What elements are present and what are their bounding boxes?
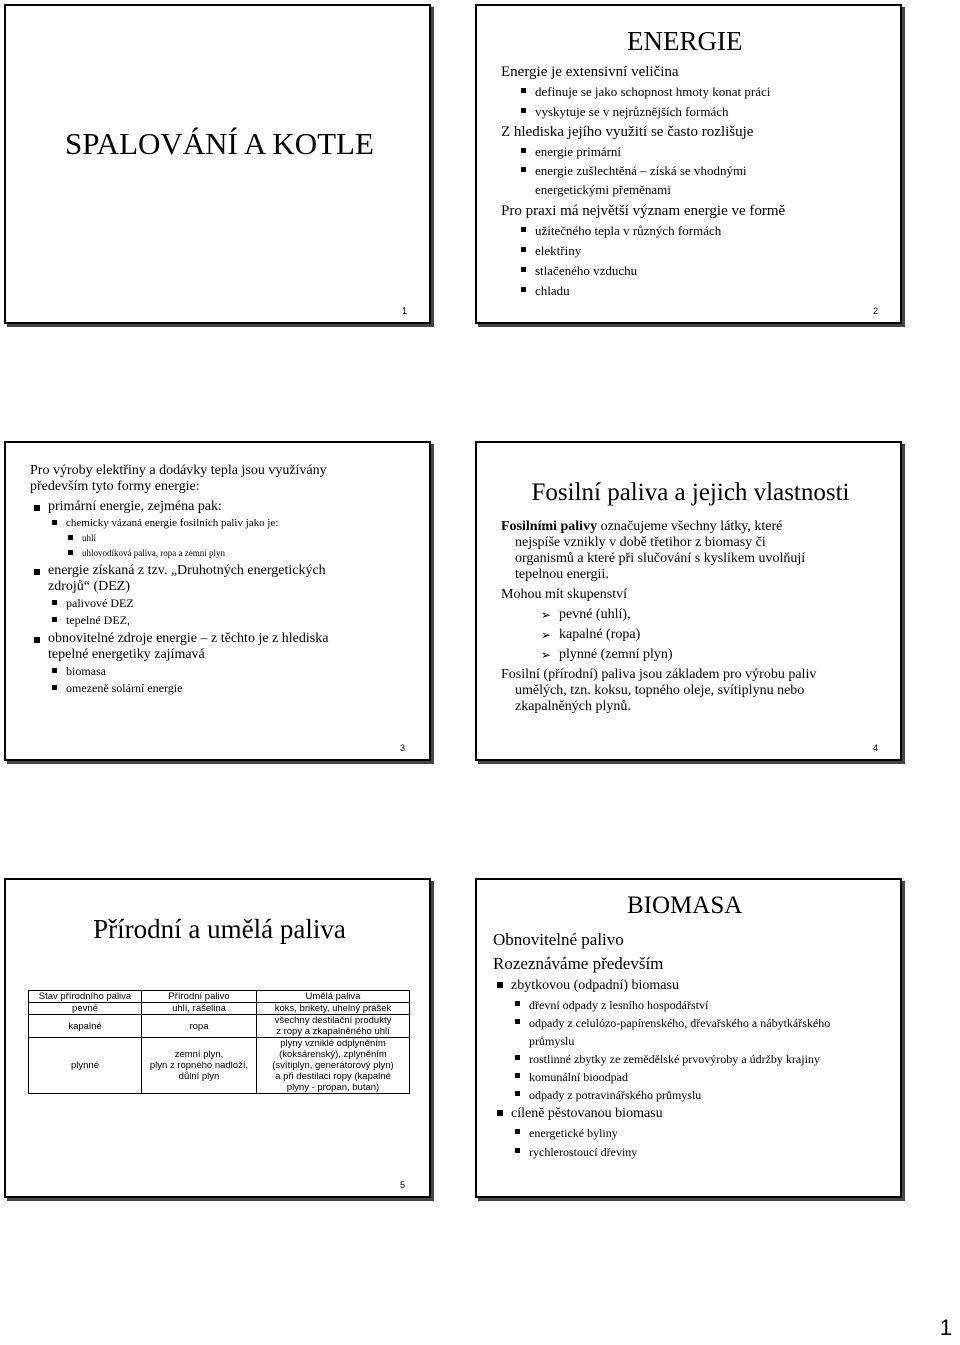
list-item: definuje se jako schopnost hmoty konat práci — [517, 82, 785, 102]
list-item: palivové DEZ — [48, 595, 328, 612]
table-cell: zemní plyn, plyn z ropného nadloží, důlní plyn — [142, 1038, 257, 1094]
list-item: obnovitelné zdroje energie – z těchto je z hlediska — [30, 631, 328, 647]
list-item: uhlovodíková paliva, ropa a zemní plyn — [64, 546, 328, 561]
slide-body — [501, 62, 785, 301]
list-item: energie primární — [517, 142, 785, 161]
table-row — [29, 1038, 410, 1094]
table-cell: všechny destilační produkty z ropy a zkapalněného uhlí — [257, 1015, 410, 1038]
paragraph-line: umělých, tzn. koksu, topného oleje, svítiplynu nebo — [515, 683, 805, 698]
slide-body — [501, 519, 816, 715]
list-item: tepelné DEZ, — [48, 612, 328, 629]
table-row — [29, 1003, 410, 1015]
table-cell: plynné — [29, 1038, 142, 1094]
table-cell: koks, brikety, uhelný prášek — [257, 1003, 410, 1015]
slide-body — [493, 928, 830, 1162]
list-item-cont: energetickými přeměnami — [535, 182, 671, 197]
table-header: Stav přírodního paliva — [29, 991, 142, 1003]
state-item: ➢ kapalné (ropa) — [541, 625, 816, 645]
slide-title: ENERGIE — [627, 26, 743, 56]
slide-number: 2 — [872, 306, 878, 316]
slide-4 — [475, 441, 902, 761]
paragraph-line: organismů a které při slučování s kyslíkem uvolňují — [515, 551, 806, 566]
list-item: energetické byliny — [511, 1124, 830, 1143]
heading-line: Rozeznáváme především — [493, 954, 664, 973]
list-item: elektřiny — [517, 241, 785, 261]
list-item-cont: tepelné energetiky zajímavá — [48, 647, 205, 662]
paragraph-line: nejspíše vznikly v době třetihor z biomasy či — [515, 535, 766, 550]
paragraph-line: Fosilní (přírodní) paliva jsou základem pro výrobu paliv — [501, 667, 817, 682]
slide-body — [30, 463, 328, 697]
paragraph-line: Mohou mít skupenství — [501, 587, 628, 602]
list-item: uhlí — [64, 531, 328, 546]
list-item-cont: průmyslu — [529, 1034, 575, 1048]
page-number: 1 — [939, 1315, 952, 1340]
table-cell: ropa — [142, 1015, 257, 1038]
table-row — [29, 1015, 410, 1038]
list-item: biomasa — [48, 663, 328, 680]
heading-line: Z hlediska jejího využití se často rozlišuje — [501, 124, 754, 140]
list-item: odpady z potravinářského průmyslu — [511, 1086, 830, 1104]
list-item: rostlinné zbytky ze zemědělské prvovýroby a údržby krajiny — [511, 1050, 830, 1068]
list-item: omezeně solární energie — [48, 680, 328, 697]
list-item: energie zušlechtěná – získá se vhodnými — [517, 161, 785, 180]
slide-5 — [4, 878, 431, 1198]
slide-number: 4 — [872, 743, 878, 753]
fuel-table-wrap — [28, 990, 410, 1094]
list-item: primární energie, zejména pak: — [30, 499, 328, 515]
list-item: odpady z celulózo-papírenského, dřevařského a nábytkářského — [511, 1014, 830, 1032]
heading-line: Energie je extensivní veličina — [501, 64, 679, 80]
list-item: chemicky vázaná energie fosilních paliv jako je: — [48, 515, 328, 531]
list-item: zbytkovou (odpadní) biomasu — [493, 976, 830, 996]
slide-number: 5 — [399, 1180, 405, 1190]
list-item: energie získaná z tzv. „Druhotných energetických — [30, 563, 328, 579]
list-item: chladu — [517, 281, 785, 301]
slide-number: 1 — [401, 306, 407, 316]
paragraph-line: Fosilními palivy označujeme všechny látky, které — [501, 519, 783, 534]
slide-title: SPALOVÁNÍ A KOTLE — [65, 126, 374, 161]
slide-number: 3 — [399, 743, 405, 753]
list-item: vyskytuje se v nejrůznějších formách — [517, 102, 785, 122]
list-item: komunální bioodpad — [511, 1068, 830, 1086]
state-item: ➢ pevné (uhlí), — [541, 605, 816, 625]
paragraph-line: tepelnou energii. — [515, 567, 609, 582]
list-item: rychlerostoucí dřeviny — [511, 1143, 830, 1162]
table-cell: pevné — [29, 1003, 142, 1015]
paragraph-line: zkapalněných plynů. — [515, 699, 631, 714]
table-cell: kapalné — [29, 1015, 142, 1038]
bold-term: Fosilními palivy — [501, 519, 598, 534]
list-item: užitečného tepla v různých formách — [517, 221, 785, 241]
slide-title: Fosilní paliva a jejich vlastnosti — [531, 479, 850, 506]
slide-2 — [475, 4, 902, 324]
slide-1 — [4, 4, 431, 324]
table-header: Přírodní palivo — [142, 991, 257, 1003]
slide-6 — [475, 878, 902, 1198]
intro-line: především tyto formy energie: — [30, 479, 200, 494]
slide-title: Přírodní a umělá paliva — [93, 914, 346, 944]
list-item: stlačeného vzduchu — [517, 261, 785, 281]
state-item: ➢ plynné (zemní plyn) — [541, 645, 816, 665]
list-item-cont: zdrojů“ (DEZ) — [48, 579, 131, 594]
heading-line: Obnovitelné palivo — [493, 930, 624, 949]
fuel-table — [28, 990, 410, 1094]
intro-line: Pro výroby elektřiny a dodávky tepla jsou využívány — [30, 463, 327, 478]
heading-line: Pro praxi má největší význam energie ve formě — [501, 203, 786, 219]
table-cell: uhlí, rašelina — [142, 1003, 257, 1015]
slide-3 — [4, 441, 431, 761]
table-cell: plyny vzniklé odplyněním (koksárenský), zplyněním (svítiplyn, generátorový plyn) a při destilaci ropy (kapalné plyny - propan, butan) — [257, 1038, 410, 1094]
list-item: cíleně pěstovanou biomasu — [493, 1104, 830, 1124]
slide-title: BIOMASA — [627, 892, 743, 919]
list-item: dřevní odpady z lesního hospodářství — [511, 996, 830, 1014]
table-header: Umělá paliva — [257, 991, 410, 1003]
